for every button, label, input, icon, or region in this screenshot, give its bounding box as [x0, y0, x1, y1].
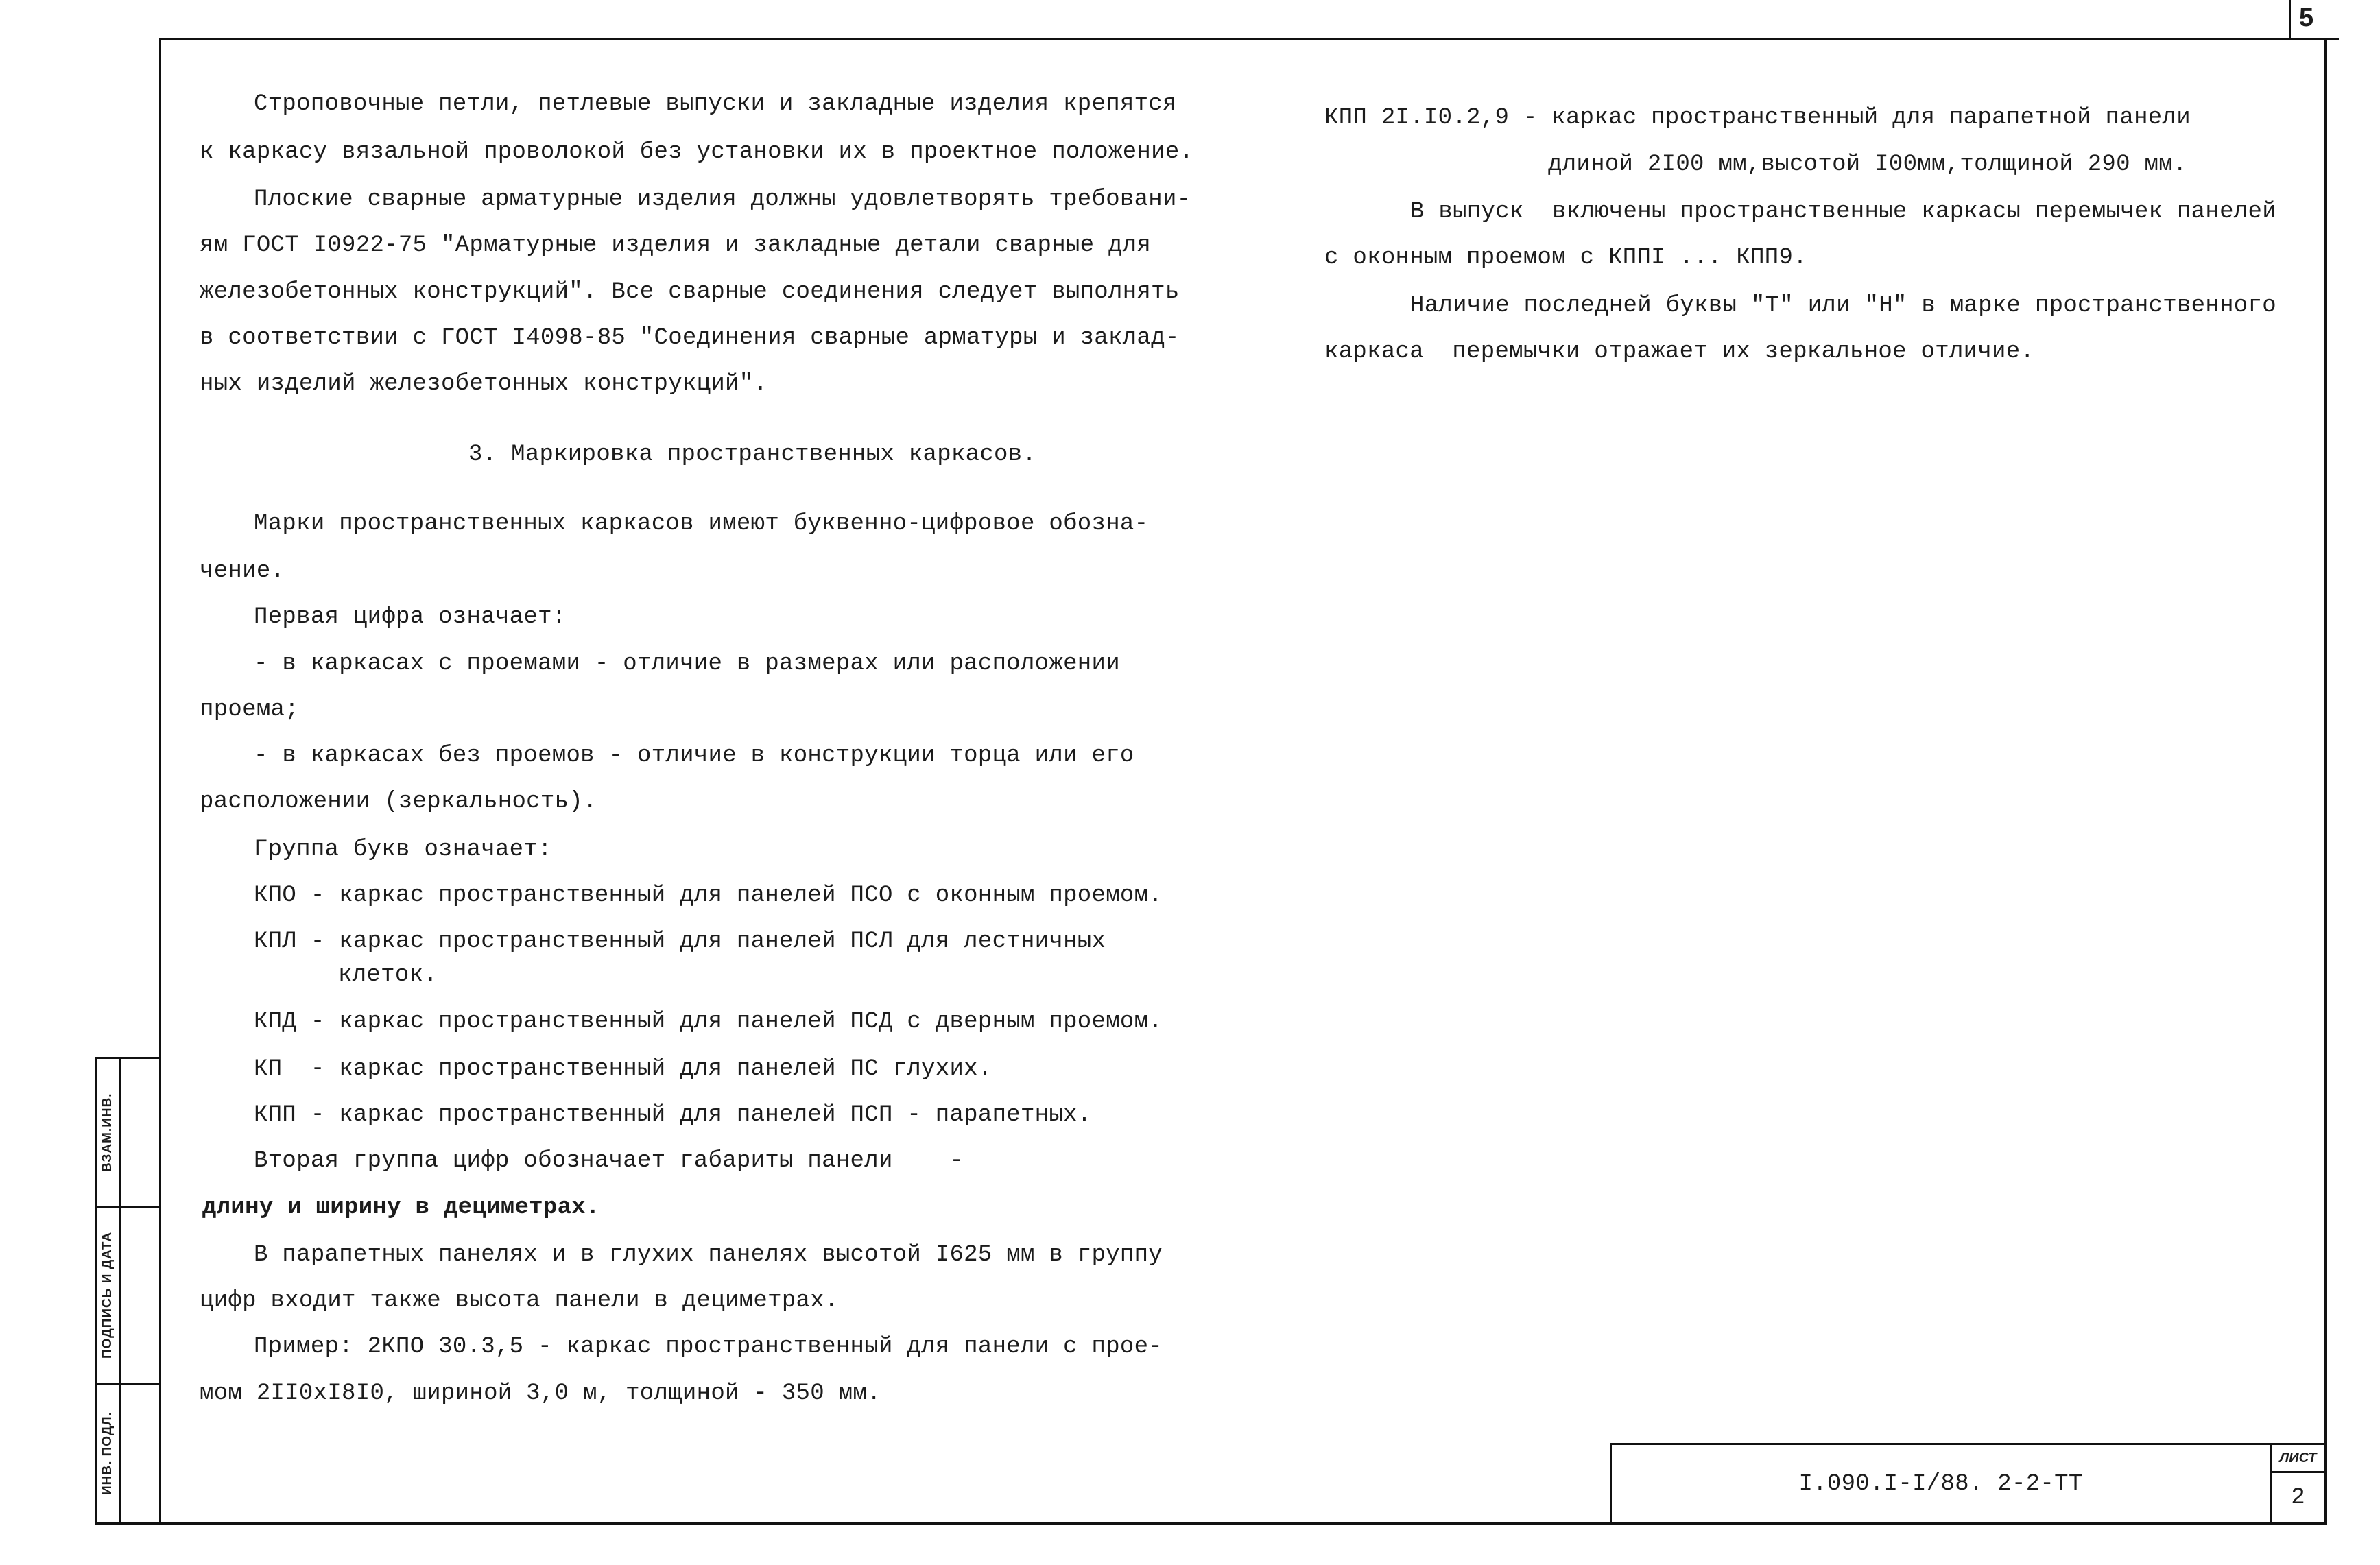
paragraph-line: В парапетных панелях и в глухих панелях высотой I625 мм в группу	[254, 1242, 1163, 1268]
document-code: I.090.I-I/88. 2-2-ТТ	[1798, 1470, 2083, 1497]
section-heading: 3. Маркировка пространственных каркасов.	[468, 442, 1037, 468]
paragraph-line: железобетонных конструкций". Все сварные соединения следует выполнять	[200, 279, 1180, 305]
example-line: Пример: 2КПО 30.3,5 - каркас пространственный для панели с прое-	[254, 1334, 1163, 1360]
paragraph-line: ных изделий железобетонных конструкций".	[200, 371, 768, 397]
list-item-continuation: расположении (зеркальность).	[200, 789, 597, 815]
paragraph-line: Наличие последней буквы "Т" или "Н" в марке пространственного	[1410, 293, 2276, 319]
definition-kpp-example-continuation: длиной 2I00 мм,высотой I00мм,толщиной 290 мм.	[1548, 152, 2187, 178]
paragraph-line: Вторая группа цифр обозначает габариты панели -	[254, 1148, 964, 1174]
paragraph-line: к каркасу вязальной проволокой без установки их в проектное положение.	[200, 139, 1194, 165]
page-number-divider	[2289, 0, 2291, 40]
paragraph-line: с оконным проемом с КППI ... КПП9.	[1324, 245, 1807, 271]
definition-kpo: КПО - каркас пространственный для панелей ПСО с оконным проемом.	[254, 883, 1163, 909]
definition-kpp: КПП - каркас пространственный для панелей ПСП - парапетных.	[254, 1102, 1092, 1128]
definition-kpl: КПЛ - каркас пространственный для панелей ПСЛ для лестничных	[254, 929, 1106, 955]
sheet-label: ЛИСТ	[2279, 1450, 2317, 1466]
frame-bottom-line	[95, 1522, 2327, 1525]
definition-kpp-example: КПП 2I.I0.2,9 - каркас пространственный для парапетной панели	[1324, 105, 2191, 131]
paragraph-line: чение.	[200, 558, 285, 584]
paragraph-line: В выпуск включены пространственные каркасы перемычек панелей	[1410, 199, 2276, 225]
paragraph-line: Марки пространственных каркасов имеют буквенно-цифровое обозна-	[254, 511, 1149, 537]
definition-kpl-continuation: клеток.	[338, 962, 438, 988]
paragraph-line: Группа букв означает:	[254, 837, 552, 863]
definition-kpd: КПД - каркас пространственный для панелей ПСД с дверным проемом.	[254, 1009, 1163, 1035]
frame-right-line	[2324, 38, 2327, 1525]
paragraph-line: Строповочные петли, петлевые выпуски и закладные изделия крепятся	[254, 91, 1177, 117]
stamp-inner-line	[119, 1057, 121, 1525]
sheet-number: 2	[2291, 1485, 2305, 1511]
stamp-signature-date: ПОДПИСЬ И ДАТА	[100, 1231, 115, 1359]
stamp-vzam-inv: ВЗАМ.ИНВ.	[100, 1092, 115, 1172]
definition-kp: КП - каркас пространственный для панелей ПС глухих.	[254, 1056, 992, 1082]
list-item: - в каркасах без проемов - отличие в конструкции торца или его	[254, 743, 1134, 769]
list-item: - в каркасах с проемами - отличие в размерах или расположении	[254, 651, 1120, 677]
list-item-continuation: проема;	[200, 697, 299, 723]
frame-left-line	[159, 38, 161, 1525]
example-line: мом 2II0xI8I0, шириной 3,0 м, толщиной - 350 мм.	[200, 1381, 881, 1407]
paragraph-line: цифр входит также высота панели в дециметрах.	[200, 1288, 839, 1314]
page-number: 5	[2299, 3, 2314, 32]
frame-top-line	[160, 38, 2339, 40]
paragraph-line: Плоские сварные арматурные изделия должны удовлетворять требовани-	[254, 187, 1191, 213]
paragraph-line: в соответствии с ГОСТ I4098-85 "Соединения сварные арматуры и заклад-	[200, 325, 1180, 351]
stamp-inv-podl: ИНВ. ПОДЛ.	[100, 1411, 115, 1496]
paragraph-line: длину и ширину в дециметрах.	[202, 1195, 600, 1221]
paragraph-line: каркаса перемычки отражает их зеркальное отличие.	[1324, 339, 2035, 365]
paragraph-line: Первая цифра означает:	[254, 604, 567, 630]
paragraph-line: ям ГОСТ I0922-75 "Арматурные изделия и закладные детали сварные для	[200, 232, 1152, 259]
